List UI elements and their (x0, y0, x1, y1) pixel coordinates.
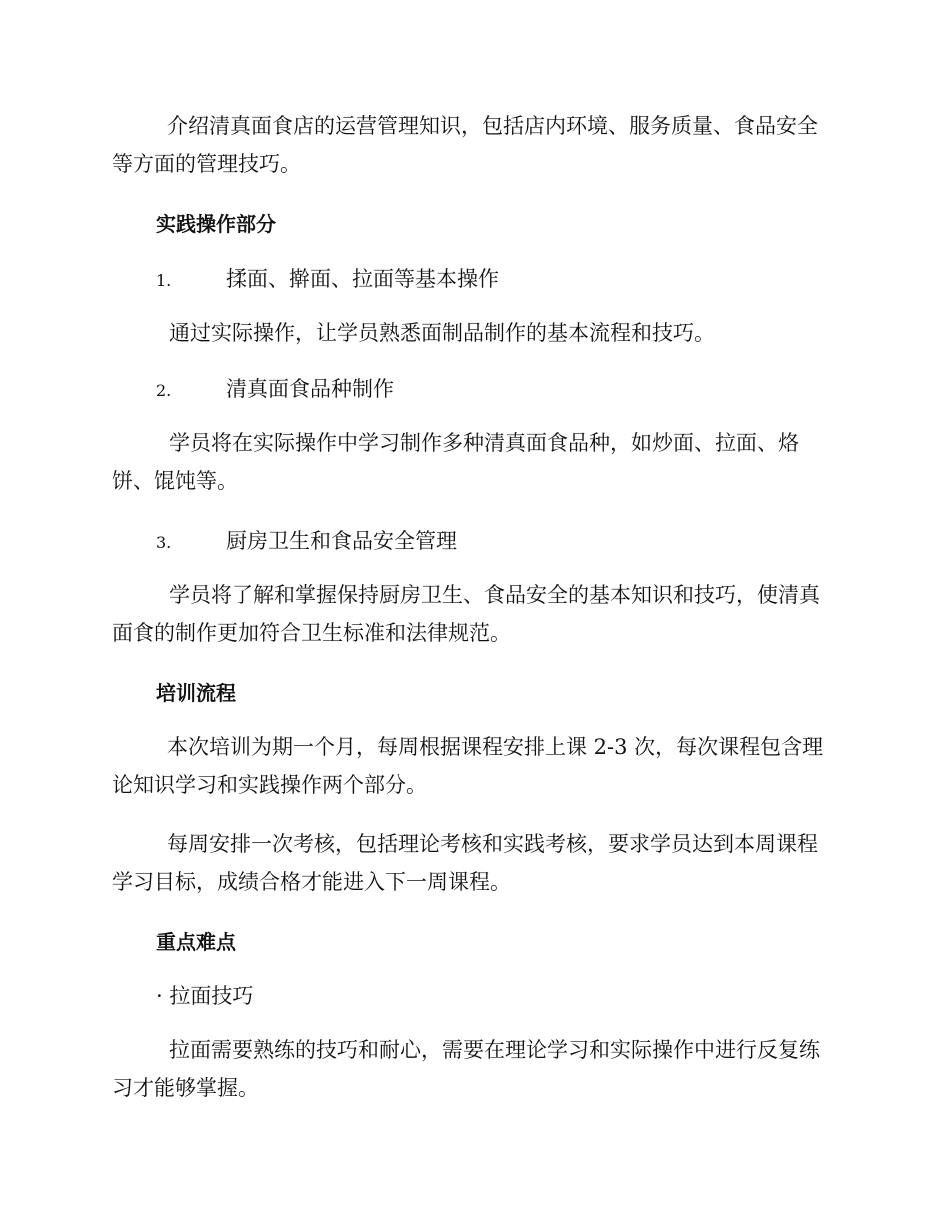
list-number: 1. (156, 271, 172, 290)
paragraph-management-intro: 介绍清真面食店的运营管理知识，包括店内环境、服务质量、食品安全等方面的管理技巧。 (112, 114, 818, 176)
bullet-text: 拉面技巧 (169, 984, 254, 1008)
paragraph-assessment: 每周安排一次考核，包括理论考核和实践考核，要求学员达到本周课程学习目标，成绩合格才能进入下一周课程。 (112, 832, 818, 894)
bullet-symbol: · (156, 984, 163, 1008)
paragraph-schedule: 本次培训为期一个月，每周根据课程安排上课 2-3 次，每次课程包含理论知识学习和实践操作两个部分。 (112, 735, 824, 797)
paragraph-basic-ops: 通过实际操作，让学员熟悉面制品制作的基本流程和技巧。 (169, 321, 715, 345)
list-number: 2. (156, 381, 172, 400)
paragraph-variety: 学员将在实际操作中学习制作多种清真面食品种，如炒面、拉面、烙饼、馄饨等。 (112, 431, 799, 493)
paragraph-hygiene: 学员将了解和掌握保持厨房卫生、食品安全的基本知识和技巧，使清真面食的制作更加符合卫生标准和法律规范。 (112, 583, 820, 645)
list-number: 3. (156, 533, 172, 552)
list-item-text: 揉面、擀面、拉面等基本操作 (226, 267, 499, 291)
heading-key-points: 重点难点 (156, 930, 236, 954)
heading-process: 培训流程 (156, 681, 236, 705)
paragraph-noodle-skill: 拉面需要熟练的技巧和耐心，需要在理论学习和实际操作中进行反复练习才能够掌握。 (112, 1038, 820, 1100)
bullet-item (156, 982, 253, 1010)
list-item-text: 清真面食品种制作 (226, 377, 394, 401)
heading-practice: 实践操作部分 (156, 212, 276, 236)
list-item-text: 厨房卫生和食品安全管理 (226, 529, 457, 553)
